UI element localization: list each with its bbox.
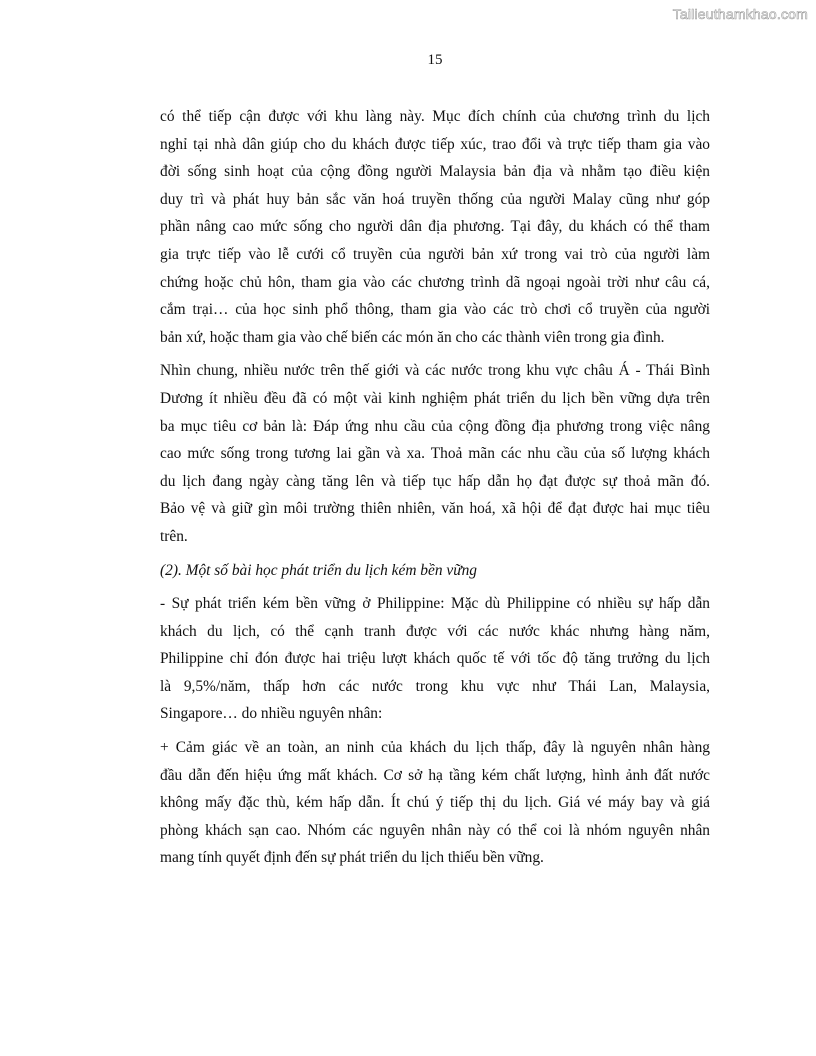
- text-line: du lịch đang ngày càng tăng lên và tiếp tục hấp dẫn họ đạt được sự thoả mãn đó.: [160, 472, 710, 490]
- paragraph-philippine: [160, 590, 710, 728]
- text-line: nghỉ tại nhà dân giúp cho du khách được tiếp xúc, trao đổi và trực tiếp tham gia vào: [160, 135, 710, 153]
- text-line: mang tính quyết định đến sự phát triển du lịch thiếu bền vững.: [160, 849, 544, 867]
- page-number: 15: [427, 52, 443, 68]
- text-line: phần nâng cao mức sống cho người dân địa phương. Tại đây, du khách có thể tham: [160, 218, 710, 236]
- text-line: Bảo vệ và giữ gìn môi trường thiên nhiên, văn hoá, xã hội để đạt được hai mục tiêu: [160, 500, 710, 518]
- text-line: Nhìn chung, nhiều nước trên thế giới và các nước trong khu vực châu Á - Thái Bình: [160, 362, 710, 380]
- text-line: không mấy đặc thù, kém hấp dẫn. Ít chú ý tiếp thị du lịch. Giá vé máy bay và giá: [160, 794, 710, 812]
- text-line: chứng hoặc chủ hôn, tham gia vào các chương trình dã ngoại ngoài trời như câu cá,: [160, 273, 710, 291]
- text-line: Dương ít nhiều đều đã có một vài kinh nghiệm phát triển du lịch bền vững dựa trên: [160, 389, 710, 407]
- paragraph-homestay: [160, 103, 710, 351]
- section-heading: [160, 557, 710, 585]
- watermark-text: Tailieuthamkhao.com: [672, 6, 808, 22]
- text-line: - Sự phát triển kém bền vững ở Philippine: Mặc dù Philippine có nhiều sự hấp dẫn: [160, 595, 710, 613]
- text-line: bản xứ, hoặc tham gia vào chế biến các món ăn cho các thành viên trong gia đình.: [160, 328, 665, 346]
- text-line: + Cảm giác về an toàn, an ninh của khách du lịch thấp, đây là nguyên nhân hàng: [160, 739, 710, 757]
- text-line: đời sống sinh hoạt của cộng đồng người Malaysia bản địa và nhằm tạo điều kiện: [160, 163, 710, 181]
- text-line: gia trực tiếp vào lễ cưới cổ truyền của người bản xứ trong vai trò của người làm: [160, 245, 710, 263]
- text-line: duy trì và phát huy bản sắc văn hoá truyền thống của người Malay cũng như góp: [160, 190, 710, 208]
- text-line: đầu dẫn đến hiệu ứng mất khách. Cơ sở hạ tầng kém chất lượng, hình ảnh đất nước: [160, 766, 710, 784]
- text-line: trên.: [160, 527, 188, 545]
- paragraph-causes: [160, 734, 710, 872]
- heading-line: (2). Một số bài học phát triển du lịch kém bền vững: [160, 561, 477, 579]
- text-line: có thể tiếp cận được với khu làng này. Mục đích chính của chương trình du lịch: [160, 108, 710, 125]
- text-line: cắm trại… của học sinh phổ thông, tham gia vào các trò chơi cổ truyền của người: [160, 301, 710, 319]
- text-line: ba mục tiêu cơ bản là: Đáp ứng nhu cầu của cộng đồng địa phương trong việc nâng: [160, 417, 710, 435]
- paragraph-summary: [160, 357, 710, 550]
- text-line: Philippine chỉ đón được hai triệu lượt khách quốc tế với tốc độ tăng trưởng du lịch: [160, 650, 710, 668]
- text-line: khách du lịch, có thể cạnh tranh được với các nước khác nhưng hàng năm,: [160, 622, 710, 640]
- text-line: là 9,5%/năm, thấp hơn các nước trong khu vực như Thái Lan, Malaysia,: [160, 677, 710, 695]
- text-line: cao mức sống trong tương lai gần và xa. Thoả mãn các nhu cầu của số lượng khách: [160, 445, 710, 463]
- text-line: Singapore… do nhiều nguyên nhân:: [160, 705, 383, 723]
- text-line: phòng khách sạn cao. Nhóm các nguyên nhân này có thể coi là nhóm nguyên nhân: [160, 821, 710, 839]
- document-body: [160, 103, 710, 872]
